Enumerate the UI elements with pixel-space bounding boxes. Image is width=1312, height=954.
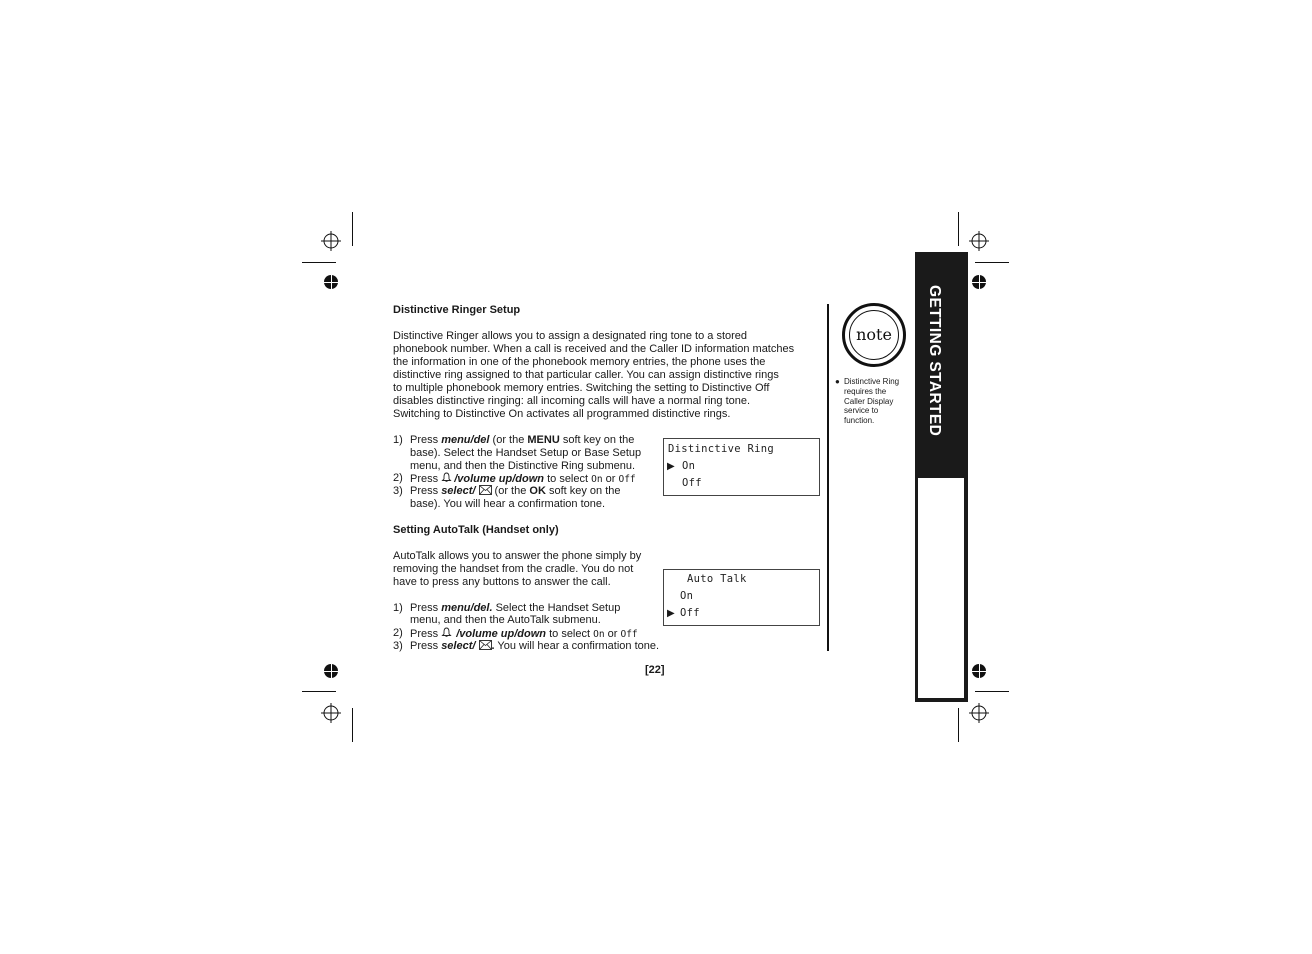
paragraph-line: have to press any buttons to answer the call. bbox=[393, 576, 611, 588]
bullet-icon: ● bbox=[835, 377, 840, 386]
step-text: menu, and then the Distinctive Ring submenu. bbox=[410, 460, 636, 472]
lcd-option-off: Off bbox=[682, 477, 702, 489]
paragraph-line: phonebook number. When a call is received and the Caller ID information matches bbox=[393, 343, 795, 355]
lcd-title: Auto Talk bbox=[687, 573, 747, 585]
step-number: 3) bbox=[393, 640, 403, 652]
envelope-icon bbox=[479, 485, 492, 495]
section-heading: Setting AutoTalk (Handset only) bbox=[393, 524, 559, 536]
registration-mark-icon bbox=[321, 231, 341, 251]
note-line: requires the bbox=[844, 387, 887, 396]
step-text: Press select/ . You will hear a confirmation tone. bbox=[410, 640, 660, 652]
step-text: menu, and then the AutoTalk submenu. bbox=[410, 614, 601, 626]
paragraph-line: Switching to Distinctive On activates all programmed distinctive rings. bbox=[393, 408, 731, 420]
note-line: function. bbox=[844, 416, 875, 425]
bell-icon bbox=[441, 627, 452, 638]
paragraph-line: distinctive ring assigned to that particular caller. You can assign distinctive rings bbox=[393, 369, 779, 381]
lcd-option-on: On bbox=[680, 590, 694, 602]
envelope-icon bbox=[479, 640, 492, 650]
page-number: [22] bbox=[645, 664, 665, 676]
lcd-title: Distinctive Ring bbox=[668, 443, 774, 455]
paragraph-line: the information in one of the phonebook memory entries, the phone uses the bbox=[393, 356, 766, 368]
lcd-display-auto-talk bbox=[663, 569, 820, 626]
step-number: 2) bbox=[393, 472, 403, 484]
step-text: Press /volume up/down to select On or Off bbox=[410, 473, 636, 485]
paragraph-line: disables distinctive ringing: all incoming calls will have a normal ring tone. bbox=[393, 395, 751, 407]
registration-mark-icon bbox=[969, 703, 989, 723]
lcd-option-off: Off bbox=[680, 607, 700, 619]
note-logo-text: note bbox=[856, 325, 892, 344]
chapter-tab bbox=[915, 252, 968, 702]
paragraph-line: removing the handset from the cradle. You do not bbox=[393, 563, 634, 575]
note-line: service to bbox=[844, 406, 879, 415]
section-heading: Distinctive Ringer Setup bbox=[393, 304, 521, 316]
lcd-cursor-icon: ▶ bbox=[667, 608, 675, 619]
step-number: 1) bbox=[393, 434, 403, 446]
step-text: Press menu/del. Select the Handset Setup bbox=[410, 602, 621, 614]
step-text: base). Select the Handset Setup or Base Setup bbox=[410, 447, 642, 459]
lcd-display-distinctive-ring bbox=[663, 438, 820, 496]
step-text: Press select/ (or the OK soft key on the bbox=[410, 485, 621, 497]
registration-mark-icon bbox=[969, 231, 989, 251]
lcd-cursor-icon: ▶ bbox=[667, 461, 675, 472]
note-line: Caller Display bbox=[844, 397, 894, 406]
step-number: 2) bbox=[393, 627, 403, 639]
paragraph-line: Distinctive Ringer allows you to assign a designated ring tone to a stored bbox=[393, 330, 748, 342]
step-text: Press /volume up/down to select On or Off bbox=[410, 628, 638, 640]
paragraph-line: to multiple phonebook memory entries. Switching the setting to Distinctive Off bbox=[393, 382, 770, 394]
step-text: base). You will hear a confirmation tone. bbox=[410, 498, 606, 510]
note-badge bbox=[842, 303, 906, 367]
step-number: 1) bbox=[393, 602, 403, 614]
note-line: Distinctive Ring bbox=[844, 377, 900, 386]
step-text: Press menu/del (or the MENU soft key on the bbox=[410, 434, 635, 446]
registration-mark-icon bbox=[321, 703, 341, 723]
lcd-option-on: On bbox=[682, 460, 696, 472]
column-divider bbox=[827, 304, 829, 651]
bell-icon bbox=[441, 472, 452, 483]
step-number: 3) bbox=[393, 485, 403, 497]
chapter-tab-label: GETTING STARTED bbox=[926, 285, 943, 437]
paragraph-line: AutoTalk allows you to answer the phone simply by bbox=[393, 550, 642, 562]
